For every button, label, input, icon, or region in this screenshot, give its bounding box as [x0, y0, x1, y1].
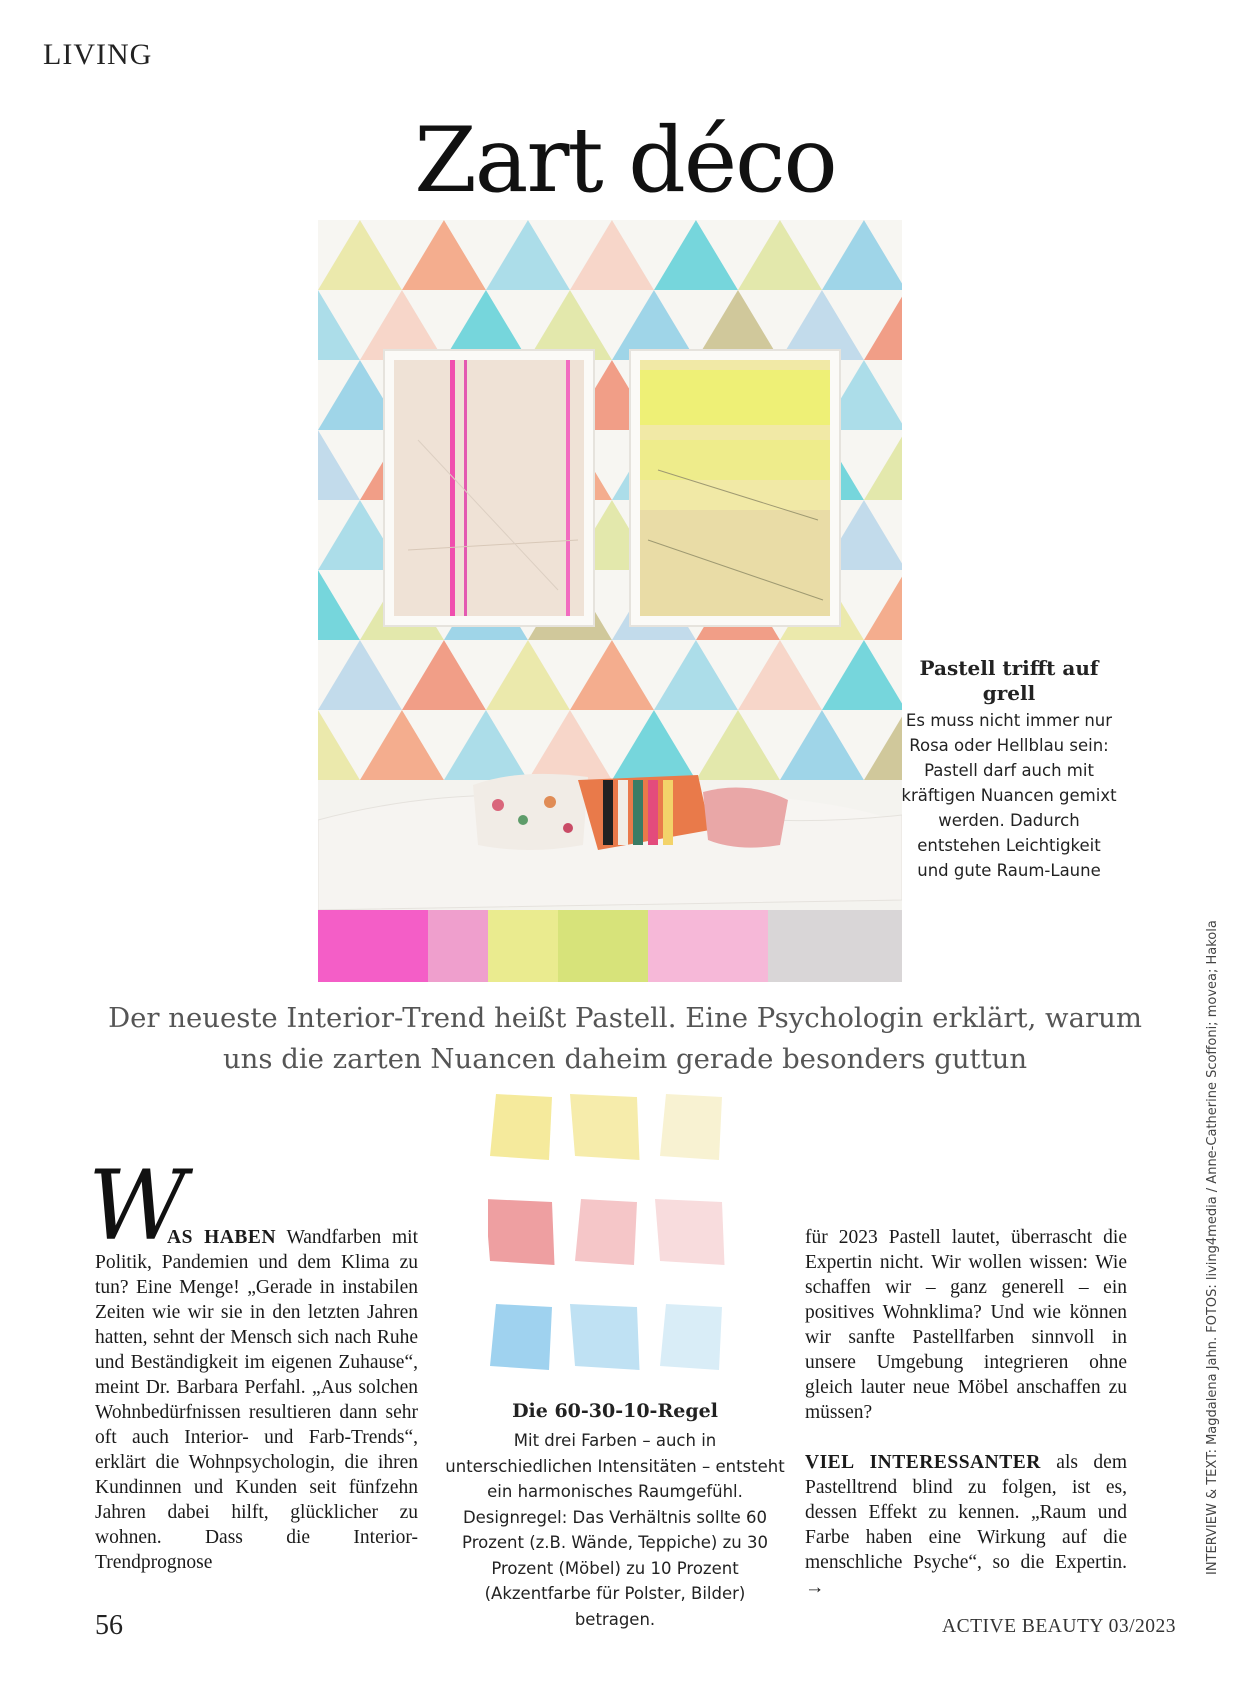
caption-title: Pastell trifft auf grell — [919, 656, 1099, 705]
color-swatch — [488, 1199, 555, 1265]
body-text: für 2023 Pastell lautet, überrascht die Expertin nicht. Wir wollen wissen: Wie schaffen wir – ganz generell – ein positives Wohnklima? Und wie können wir sanfte Pastellfarben sinnvoll in unsere Umgebung integrieren ohne gleich lauter neue Möbel anschaffen zu müssen? — [805, 1227, 1127, 1423]
lead-in: AS HABEN — [167, 1227, 277, 1248]
sidebar-text: Mit drei Farben – auch in unterschiedlichen Intensitäten – entsteht ein harmonisches Raumgefühl. Designregel: Das Verhältnis sollte 60 Prozent (z.B. Wände, Teppiche) zu 30 Prozent (Möbel) zu 10 Prozent (Akzentfarbe für Polster, Bilder) betragen. — [445, 1431, 785, 1629]
article-title: Zart déco — [414, 108, 836, 213]
page-number: 56 — [95, 1610, 123, 1641]
framed-print-left — [384, 350, 594, 626]
sidebar-title: Die 60-30-10-Regel — [512, 1400, 718, 1422]
section-label: LIVING — [43, 38, 153, 71]
color-swatch — [570, 1094, 640, 1160]
color-swatch — [490, 1094, 552, 1160]
body-column-left — [95, 1225, 418, 1575]
color-swatch — [575, 1199, 637, 1265]
photo-credit: INTERVIEW & TEXT: Magdalena Jahn. FOTOS: living4media / Anne-Catherine Scoffoni; movea; Hakola — [1205, 920, 1220, 1575]
body-text: als dem Pastelltrend blind zu folgen, ist es, dessen Effekt zu kennen. „Raum und Farbe haben eine Wirkung auf die menschliche Psyche“, so die Expertin. → — [805, 1452, 1128, 1598]
drop-cap: W — [88, 1150, 187, 1262]
color-swatch — [490, 1304, 552, 1370]
color-swatch — [570, 1304, 640, 1370]
color-swatch — [655, 1199, 725, 1265]
body-column-right — [805, 1225, 1127, 1600]
color-swatch — [660, 1304, 722, 1370]
caption-text: Es muss nicht immer nur Rosa oder Hellblau sein: Pastell darf auch mit kräftigen Nuancen gemixt werden. Dadurch entstehen Leichtigkeit und gute Raum-Laune — [901, 711, 1117, 880]
article-deck: Der neueste Interior-Trend heißt Pastell. Eine Psychologin erklärt, warum uns die zarten Nuancen daheim gerade besonders guttun — [108, 1002, 1142, 1075]
framed-print-right — [630, 350, 840, 626]
magazine-issue: ACTIVE BEAUTY 03/2023 — [942, 1616, 1177, 1637]
body-text: Wandfarben mit Politik, Pandemien und dem Klima zu tun? Eine Menge! „Gerade in instabilen Zeiten wie wir sie in den letzten Jahren hatten, sehnt der Mensch sich nach Ruhe und Beständigkeit im eigenen Zuhause“, meint Dr. Barbara Perfahl. „Aus solchen Wohnbedürfnissen resultieren dann sehr oft auch Interior- und Farb-Trends“, erklärt die Wohnpsychologin, die ihren Kundinnen und Kunden seit fünfzehn Jahren dabei hilft, glücklicher zu wohnen. Dass die Interior-Trendprognose — [95, 1227, 418, 1573]
lead-in: VIEL INTERESSANTER — [805, 1452, 1041, 1473]
interior-photo — [318, 220, 902, 982]
color-swatch-grid — [488, 1092, 728, 1382]
color-swatch — [660, 1094, 722, 1160]
photo-caption — [900, 656, 1118, 883]
